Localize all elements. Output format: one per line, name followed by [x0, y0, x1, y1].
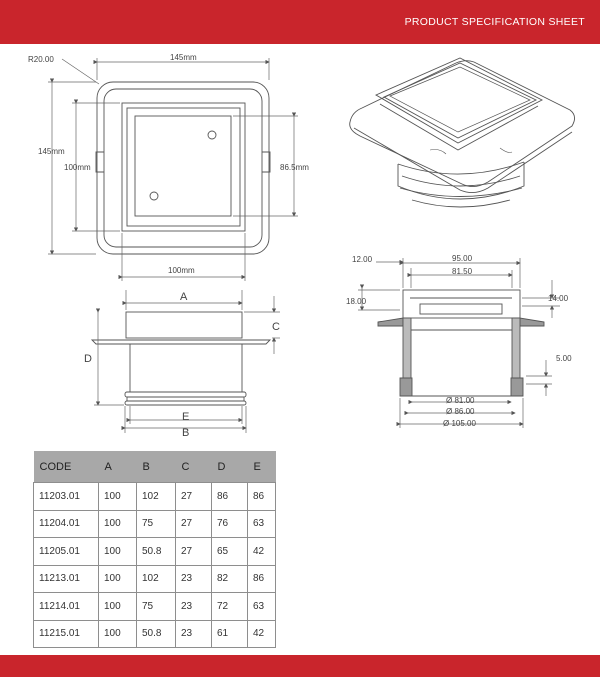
cell-d: 86 [212, 483, 248, 511]
header-e: E [248, 451, 276, 483]
cell-d: 61 [212, 620, 248, 648]
inner-width-label: 100mm [168, 266, 195, 275]
dim-12: 12.00 [352, 255, 373, 264]
sheet-title: PRODUCT SPECIFICATION SHEET [404, 16, 585, 28]
cell-c: 27 [176, 538, 212, 566]
outer-height-label: 145mm [38, 147, 65, 156]
isometric-drawing [350, 58, 575, 207]
cell-code: 11213.01 [34, 565, 99, 593]
cell-e: 86 [248, 565, 276, 593]
cell-a: 100 [99, 483, 137, 511]
cell-b: 102 [137, 483, 176, 511]
header-b: B [137, 451, 176, 483]
grate-height-label: 86.5mm [280, 163, 309, 172]
cell-c: 27 [176, 510, 212, 538]
inner-height-label: 100mm [64, 163, 91, 172]
table-row [34, 510, 276, 538]
cell-e: 42 [248, 620, 276, 648]
dim-18: 18.00 [346, 297, 367, 306]
cell-c: 23 [176, 565, 212, 593]
header-code: CODE [34, 451, 99, 483]
cell-b: 75 [137, 593, 176, 621]
cell-e: 86 [248, 483, 276, 511]
cell-d: 72 [212, 593, 248, 621]
header-c: C [176, 451, 212, 483]
outer-width-label: 145mm [170, 53, 197, 62]
cell-code: 11215.01 [34, 620, 99, 648]
cell-c: 23 [176, 593, 212, 621]
cell-d: 65 [212, 538, 248, 566]
header-a: A [99, 451, 137, 483]
side-label-b: B [182, 427, 190, 439]
cell-b: 102 [137, 565, 176, 593]
table-row [34, 620, 276, 648]
cell-b: 50.8 [137, 620, 176, 648]
table-row [34, 593, 276, 621]
cell-d: 76 [212, 510, 248, 538]
top-view-drawing [96, 82, 270, 254]
cell-code: 11204.01 [34, 510, 99, 538]
side-label-a: A [180, 291, 188, 303]
cell-code: 11214.01 [34, 593, 99, 621]
cell-a: 100 [99, 620, 137, 648]
table-header-row [34, 451, 276, 483]
dim-14: 14.00 [548, 294, 569, 303]
side-label-c: C [272, 321, 280, 333]
cell-c: 23 [176, 620, 212, 648]
dim-5: 5.00 [556, 354, 572, 363]
cell-code: 11203.01 [34, 483, 99, 511]
cell-a: 100 [99, 538, 137, 566]
header-d: D [212, 451, 248, 483]
radius-label: R20.00 [28, 55, 54, 64]
section-view-drawing [378, 290, 544, 396]
cell-b: 50.8 [137, 538, 176, 566]
cell-b: 75 [137, 510, 176, 538]
table-row [34, 538, 276, 566]
side-label-d: D [84, 353, 92, 365]
side-label-e: E [182, 411, 190, 423]
side-view-drawing [92, 312, 270, 405]
cell-a: 100 [99, 593, 137, 621]
dim-dia-81: Ø 81.00 [446, 396, 475, 405]
cell-a: 100 [99, 510, 137, 538]
cell-c: 27 [176, 483, 212, 511]
cell-e: 42 [248, 538, 276, 566]
dim-dia-105: Ø 105.00 [443, 419, 476, 428]
cell-a: 100 [99, 565, 137, 593]
footer-bar [0, 655, 600, 677]
cell-code: 11205.01 [34, 538, 99, 566]
cell-d: 82 [212, 565, 248, 593]
dim-95: 95.00 [452, 254, 473, 263]
dim-81-5: 81.50 [452, 267, 473, 276]
table-row [34, 483, 276, 511]
cell-e: 63 [248, 593, 276, 621]
table-row [34, 565, 276, 593]
dim-dia-86: Ø 86.00 [446, 407, 475, 416]
cell-e: 63 [248, 510, 276, 538]
specification-table [33, 451, 276, 648]
